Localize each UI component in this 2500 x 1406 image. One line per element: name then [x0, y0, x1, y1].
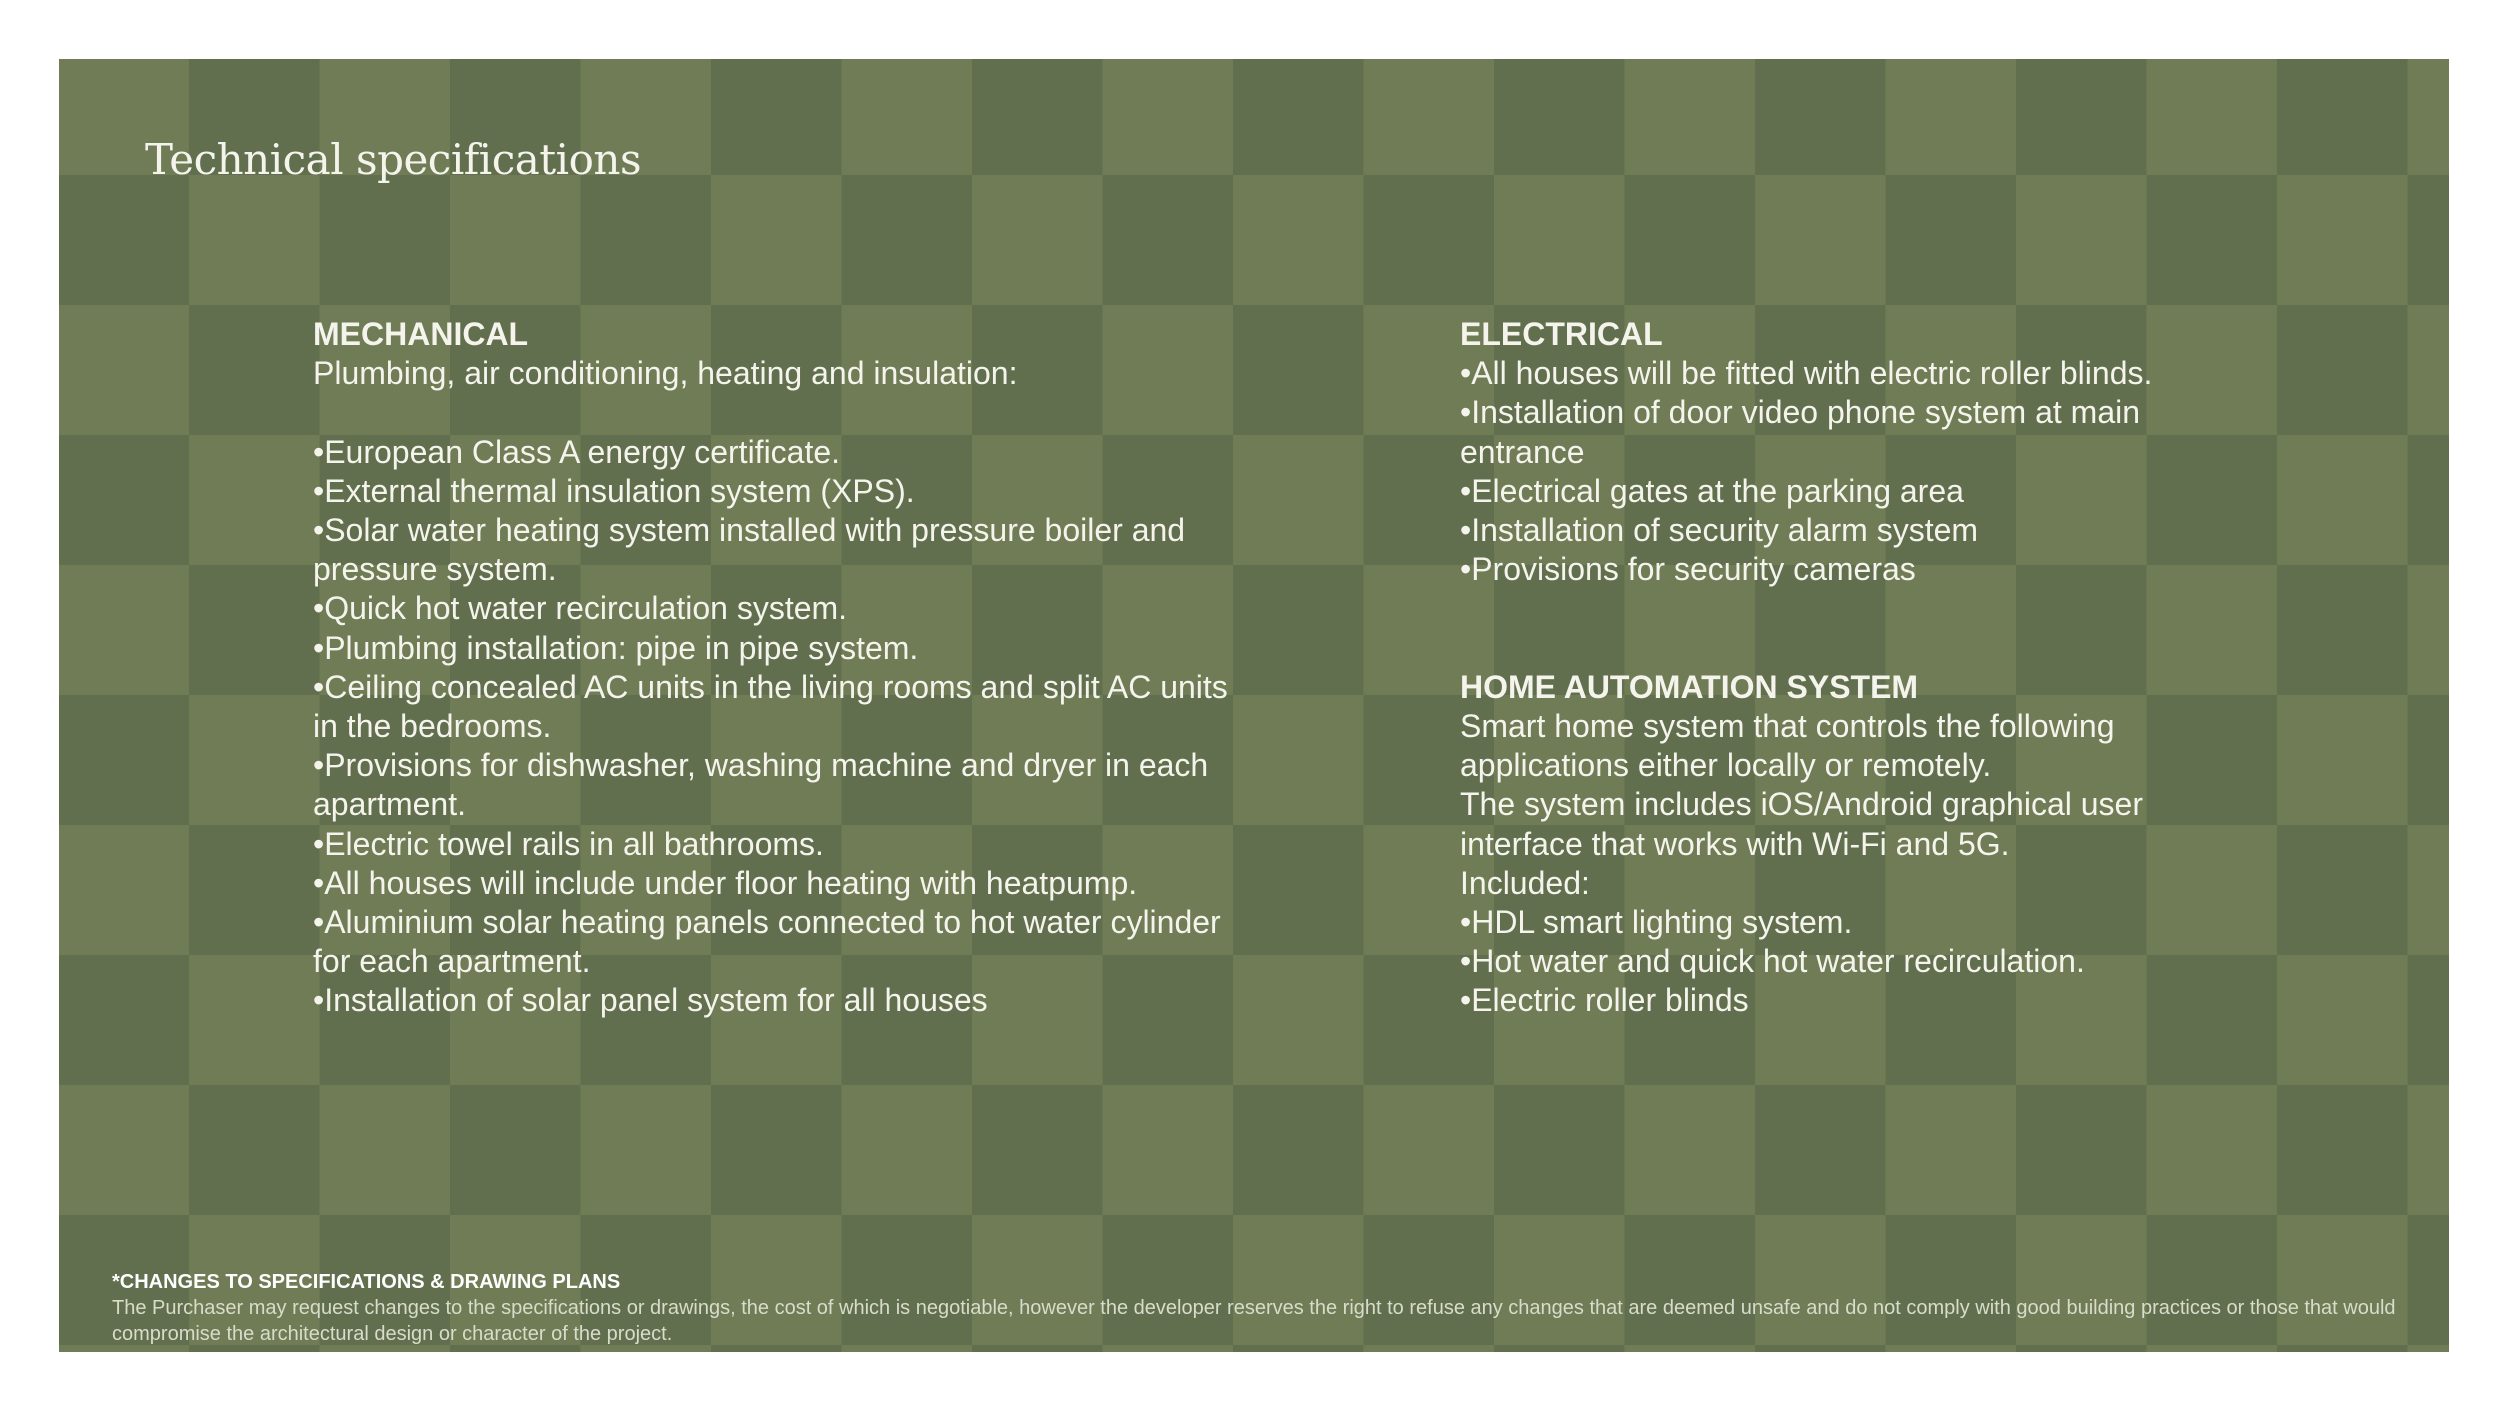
electrical-item: •Installation of door video phone system at main entrance [1460, 394, 2141, 470]
spacer [313, 393, 1243, 432]
mechanical-item: •Plumbing installation: pipe in pipe system. [313, 629, 919, 666]
mechanical-item: •Provisions for dishwasher, washing machine and dryer in each apartment. [313, 747, 1209, 823]
electrical-heading: ELECTRICAL [1460, 316, 1663, 352]
footnote [112, 1269, 2412, 1347]
mechanical-item: •All houses will include under floor heating with heatpump. [313, 864, 1138, 901]
home-automation-intro: Smart home system that controls the following applications either locally or remotely. [1460, 708, 2115, 784]
mechanical-item: •Solar water heating system installed with pressure boiler and pressure system. [313, 512, 1186, 588]
footnote-title: *CHANGES TO SPECIFICATIONS & DRAWING PLANS [112, 1271, 621, 1293]
home-automation-included: Included: [1460, 864, 1590, 901]
electrical-item: •Electrical gates at the parking area [1460, 472, 1964, 509]
mechanical-item: •External thermal insulation system (XPS). [313, 472, 915, 509]
home-automation-item: •Electric roller blinds [1460, 982, 1749, 1019]
home-automation-item: •Hot water and quick hot water recirculation. [1460, 943, 2085, 980]
footnote-body: The Purchaser may request changes to the specifications or drawings, the cost of which is negotiable, however the developer reserves the right to refuse any changes that are deemed unsafe and do not comply with good building practices or those that would compromise the architectural design or character of the project. [112, 1297, 2396, 1345]
electrical-item: •Installation of security alarm system [1460, 512, 1979, 549]
mechanical-item: •European Class A energy certificate. [313, 433, 841, 470]
home-automation-item: •HDL smart lighting system. [1460, 904, 1853, 941]
home-automation-heading: HOME AUTOMATION SYSTEM [1460, 668, 1919, 705]
electrical-item: •All houses will be fitted with electric roller blinds. [1460, 355, 2153, 392]
mechanical-item: •Installation of solar panel system for all houses [313, 982, 988, 1019]
mechanical-item: •Quick hot water recirculation system. [313, 590, 848, 627]
home-automation-intro: The system includes iOS/Android graphical user interface that works with Wi-Fi and 5G. [1460, 786, 2143, 862]
page-title: Technical specifications [145, 135, 641, 184]
mechanical-heading: MECHANICAL [313, 316, 529, 352]
mechanical-intro: Plumbing, air conditioning, heating and insulation: [313, 355, 1018, 392]
electrical-section [1460, 315, 2260, 1021]
spec-slide [59, 59, 2449, 1352]
spacer [1460, 589, 2260, 667]
mechanical-section [313, 315, 1243, 1021]
mechanical-item: •Ceiling concealed AC units in the living rooms and split AC units in the bedrooms. [313, 668, 1228, 745]
electrical-item: •Provisions for security cameras [1460, 551, 1916, 588]
mechanical-item: •Aluminium solar heating panels connected to hot water cylinder for each apartment. [313, 904, 1221, 980]
mechanical-item: •Electric towel rails in all bathrooms. [313, 825, 824, 862]
